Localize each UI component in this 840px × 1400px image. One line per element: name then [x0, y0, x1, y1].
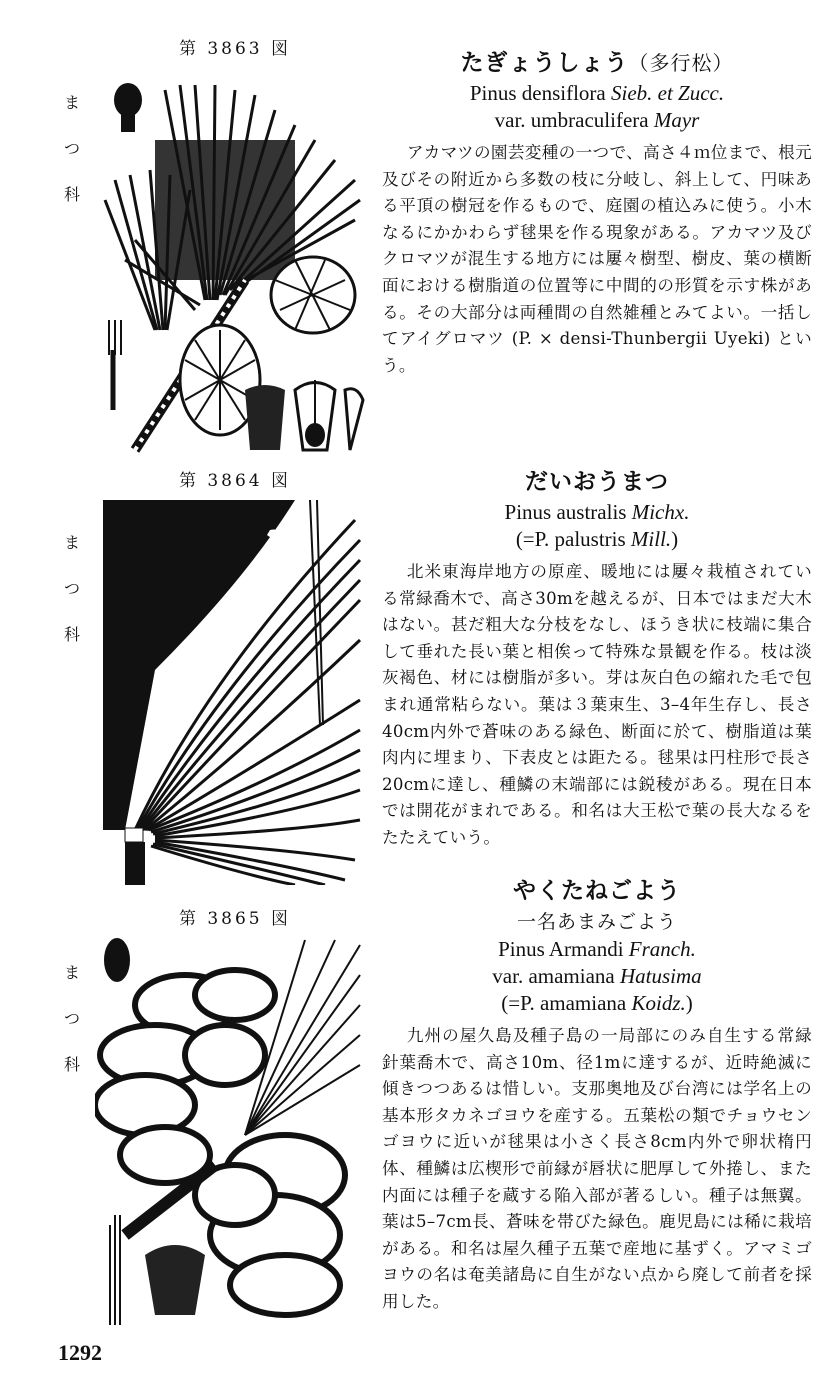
- sci-author: Michx.: [631, 500, 690, 524]
- family-char: ま: [63, 963, 80, 982]
- title-kanji: （多行松）: [628, 51, 734, 75]
- scientific-name-variety: [382, 107, 812, 134]
- sci-author: Mayr: [653, 108, 700, 132]
- family-char: つ: [63, 579, 80, 598]
- sci-author: Mill.: [630, 527, 672, 551]
- family-label: [60, 520, 84, 658]
- page-number: 1292: [58, 1340, 102, 1365]
- sci-roman: (=P. amamiana: [501, 991, 632, 1015]
- sci-author: Hatusima: [620, 964, 702, 988]
- sci-author: Koidz.: [631, 991, 686, 1015]
- scientific-name-synonym: [382, 526, 812, 553]
- sci-roman: Pinus australis: [504, 500, 632, 524]
- scientific-name-synonym: [382, 990, 812, 1017]
- family-char: ま: [63, 93, 80, 112]
- description: アカマツの園芸変種の一つで、高さ４ｍ位まで、根元及びその附近から多数の枝に分岐し、斜上して、円味ある平頂の樹冠を作るもので、庭園の植込みに使う。小木なるにかかわらず毬果を作る現象がある。アカマツ及びクロマツが混生する地方には屢々樹型、樹皮、葉の横断面における樹脂道の位置等に中間的の形質を示す株がある。その大部分は両種間の自然雑種とみてよい。一括してアイグロマツ (P. × densi-Thunbergii Uyeki) という。: [382, 143, 812, 375]
- family-char: ま: [63, 533, 80, 552]
- japanese-name: だいおうまつ: [525, 469, 669, 495]
- family-char: 科: [63, 185, 80, 204]
- sci-roman: Pinus Armandi: [498, 937, 629, 961]
- sci-suffix: ): [671, 527, 679, 551]
- japanese-name: やくたねごよう: [513, 878, 681, 904]
- family-label: [60, 950, 84, 1088]
- title-kana: たぎょうしょう: [460, 50, 629, 76]
- sci-roman: var. umbraculifera: [494, 108, 654, 132]
- family-label: [60, 80, 84, 218]
- entry-text: [382, 465, 812, 852]
- scientific-name: [382, 499, 812, 526]
- family-char: つ: [63, 1009, 80, 1028]
- description: 北米東海岸地方の原産、暖地には屢々栽植されている常緑喬木で、高さ30mを越えるが、日本ではまだ大木はない。甚だ粗大な分枝をなし、ほうき状に枝端に集合して垂れた長い葉と相俟って特殊な景観を作る。枝は淡灰褐色、材には樹脂が多い。芽は灰白色の縮れた毛で包まれ通常粘らない。葉は３葉束生、3–4年生存し、長さ40cm内外で蒼味のある緑色、断面に於て、樹脂道は葉肉内に埋まり、下表皮とは距たる。毬果は円柱形で長さ20cmに達し、種鱗の末端部には鋭稜がある。現在日本では開花がまれである。和名は大王松で葉の長大なるをたたえていう。: [382, 562, 812, 847]
- family-char: 科: [63, 625, 80, 644]
- sci-roman: (=P. palustris: [515, 527, 631, 551]
- figure-label: 第 3865 図: [178, 909, 292, 929]
- alternate-name: 一名あまみごよう: [516, 911, 677, 933]
- illustration-pine-branch: [95, 80, 365, 455]
- sci-author: Sieb. et Zucc.: [611, 81, 725, 105]
- description: 九州の屋久島及種子島の一局部にのみ自生する常緑針葉喬木で、高さ10m、径1mに達するが、近時絶滅に傾きつつあるは惜しい。支那奥地及び台湾には学名上の基本形タカネゴヨウを産する。五葉松の類でチョウセンゴヨウに近いが毬果は小さく長さ8cm内外で卵状楕円体、種鱗は広楔形で前縁が唇状に肥厚して外捲し、また内面には種子を蔵する陥入部が著るしい。種子は無翼。葉は5–7cm長、蒼味を帯びた緑色。鹿児島には稀に栽培がある。和名は屋久種子五葉で産地に基ずく。アマミゴヨウの名は奄美諸島に自生がない点から廃して前者を採用した。: [382, 1026, 812, 1311]
- sci-roman: Pinus densiflora: [469, 81, 611, 105]
- sci-suffix: ): [685, 991, 693, 1015]
- figure-label: 第 3864 図: [178, 471, 292, 491]
- illustration-long-needle-pine: [95, 500, 365, 885]
- family-char: つ: [63, 139, 80, 158]
- japanese-name: [382, 46, 812, 80]
- sci-roman: var. amamiana: [492, 964, 620, 988]
- figure-label: 第 3863 図: [178, 39, 292, 59]
- family-char: 科: [63, 1055, 80, 1074]
- scientific-name-variety: [382, 963, 812, 990]
- entry-text: [382, 874, 812, 1316]
- sci-author: Franch.: [628, 937, 696, 961]
- scientific-name: [382, 80, 812, 107]
- scientific-name: [382, 936, 812, 963]
- illustration-pine-cone: [95, 935, 365, 1325]
- entry-text: [382, 46, 812, 379]
